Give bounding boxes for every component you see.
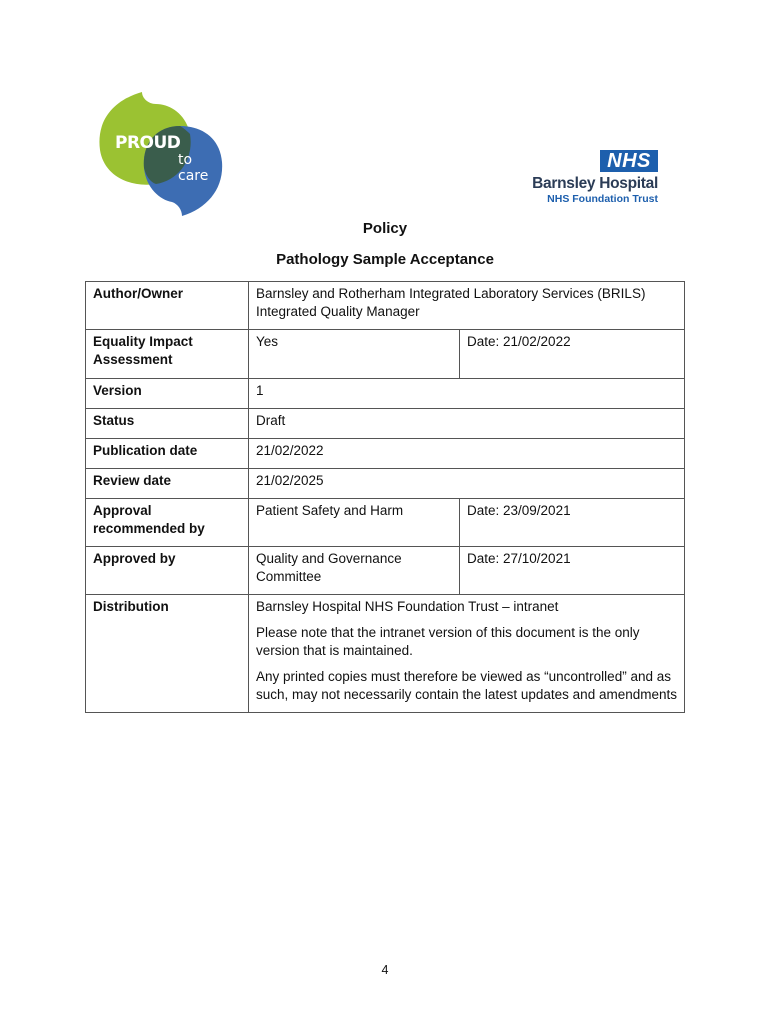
status-value: Draft — [249, 409, 685, 439]
approval-recommended-date: Date: 23/09/2021 — [460, 499, 685, 547]
table-row — [86, 439, 685, 469]
nhs-badge: NHS — [600, 150, 658, 172]
row-label-version: Version — [86, 379, 249, 409]
distribution-text-3: Any printed copies must therefore be viewed as “uncontrolled” and as such, may not necessarily contain the latest updates and amendments — [256, 669, 677, 702]
distribution-text-1: Barnsley Hospital NHS Foundation Trust – intranet — [256, 599, 559, 614]
table-row — [86, 499, 685, 547]
document-type: Policy — [362, 220, 408, 237]
row-label-approved-by: Approved by — [86, 547, 249, 595]
table-row — [86, 379, 685, 409]
table-row — [86, 409, 685, 439]
nhs-trust-name: NHS Foundation Trust — [547, 193, 658, 205]
row-label-status: Status — [86, 409, 249, 439]
row-label-author-owner: Author/Owner — [86, 282, 249, 330]
policy-info-table — [85, 281, 685, 713]
row-label-approval-recommended: Approval recommended by — [86, 499, 249, 547]
row-label-distribution: Distribution — [86, 595, 249, 713]
table-row — [86, 595, 685, 713]
proud-logo-line3: care — [178, 168, 209, 184]
approved-by-value: Quality and Governance Committee — [249, 547, 460, 595]
table-row — [86, 330, 685, 379]
proud-to-care-logo-graphic — [94, 92, 229, 216]
table-row — [86, 282, 685, 330]
approval-recommended-value: Patient Safety and Harm — [249, 499, 460, 547]
row-label-publication-date: Publication date — [86, 439, 249, 469]
equality-impact-value: Yes — [249, 330, 460, 379]
row-label-review-date: Review date — [86, 469, 249, 499]
proud-logo-line1: PROUD — [115, 133, 181, 153]
nhs-barnsley-logo — [520, 148, 662, 206]
distribution-value — [249, 595, 685, 713]
version-value: 1 — [249, 379, 685, 409]
author-owner-value: Barnsley and Rotherham Integrated Laboratory Services (BRILS) Integrated Quality Manager — [249, 282, 685, 330]
review-date-value: 21/02/2025 — [249, 469, 685, 499]
proud-logo-line2: to — [178, 152, 193, 168]
equality-impact-date: Date: 21/02/2022 — [460, 330, 685, 379]
document-title: Pathology Sample Acceptance — [276, 251, 494, 268]
page-number: 4 — [381, 963, 389, 977]
table-row — [86, 547, 685, 595]
distribution-text-2: Please note that the intranet version of this document is the only version that is maintained. — [256, 625, 640, 658]
table-row — [86, 469, 685, 499]
approved-by-date: Date: 27/10/2021 — [460, 547, 685, 595]
row-label-equality-impact: Equality Impact Assessment — [86, 330, 249, 379]
proud-to-care-logo — [94, 92, 229, 216]
nhs-organisation-name: Barnsley Hospital — [532, 175, 658, 192]
publication-date-value: 21/02/2022 — [249, 439, 685, 469]
